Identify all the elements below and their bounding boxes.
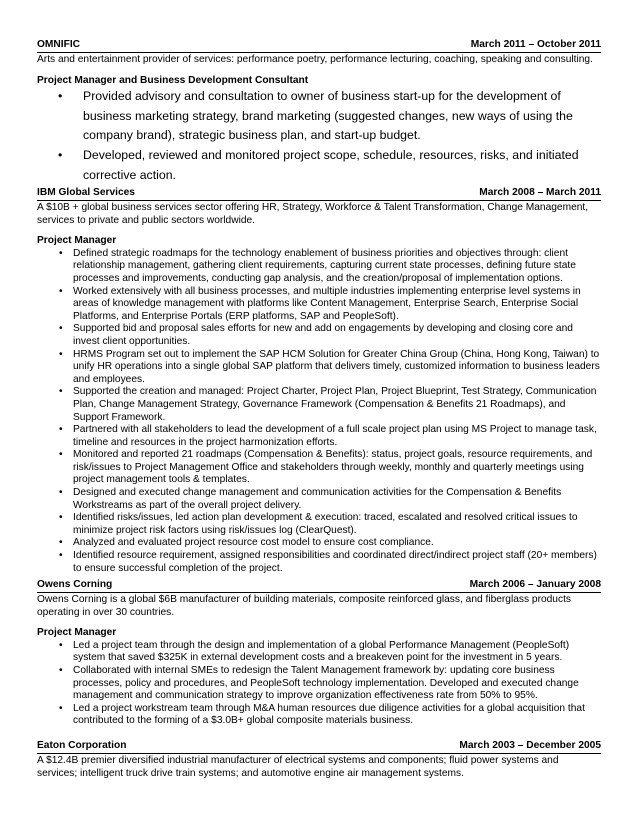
list-item: • Partnered with all stakeholders to lead the development of a full scale project plan using MS Project to manage task, timeline and resources in the project harmonization efforts.: [59, 424, 597, 448]
list-item: • Monitored and reported 21 roadmaps (Compensation & Benefits): status, project goals, resource requirements, and risk/issues to Project Management Office and stakeholders through weekly, monthly and quarterly meetings using project management tools & templates.: [59, 449, 593, 486]
bullet-icon: •: [59, 512, 63, 524]
job-owens-corning: [37, 578, 601, 728]
divider: [37, 52, 601, 53]
job-ibm: [37, 186, 601, 575]
bullet-icon: •: [59, 664, 63, 676]
divider: [37, 200, 601, 201]
company-name: Eaton Corporation: [37, 740, 127, 751]
list-item: • Provided advisory and consultation to owner of business start-up for the development of business marketing strategy, brand marketing (suggested changes, new ways of using the company brand), strategic business plan, and start-up budget.: [58, 89, 573, 143]
bullet-icon: •: [58, 89, 63, 104]
company-description: Owens Corning is a global $6B manufacturer of building materials, composite reinforced glass, and fiberglass products operating in over 30 countries.: [37, 594, 571, 618]
company-description: Arts and entertainment provider of services: performance poetry, performance lecturing, coaching, speaking and consulting.: [37, 54, 593, 65]
list-item: • Led a project workstream team through M&A human resources due diligence activities for a global acquisition that contributed to the forming of a $3.0B+ global composite materials business.: [59, 702, 585, 727]
job-header: [37, 578, 601, 591]
list-item: • Collaborated with internal SMEs to redesign the Talent Management framework by: updating core business processes, policy and procedures, and PeopleSoft technology implementation. Developed and executed change management and communication strategy to improve organization effectiveness rate from 50% to 95%.: [59, 664, 579, 702]
bullet-icon: •: [59, 247, 63, 259]
job-dates: March 2008 – March 2011: [479, 187, 601, 198]
list-item: • Identified resource requirement, assigned responsibilities and coordinated direct/indirect project staff (20+ members) to ensure successful completion of the project.: [59, 550, 597, 574]
bullet-list: [37, 640, 601, 728]
company-name: OMNIFIC: [37, 39, 81, 50]
job-header: [37, 739, 601, 752]
company-description: A $12.4B premier diversified industrial manufacturer of electrical systems and components; fluid power systems and services; intelligent truck drive train systems; and automotive engine air management systems.: [37, 755, 559, 779]
bullet-icon: •: [59, 702, 63, 714]
bullet-icon: •: [59, 348, 63, 360]
list-item: • Defined strategic roadmaps for the technology enablement of business priorities and objectives through: client relationship management, gathering client requirements, capturing current state processes, defining future state processes and improvements, conducting gap analysis, and the creation/proposal of implementation options.: [59, 247, 576, 284]
list-item: • Supported the creation and managed: Project Charter, Project Plan, Project Blueprint, Test Strategy, Communication Plan, Change Management Strategy, Governance Framework (Compensation & Benefits 21 Roadmaps), and Support Framework.: [59, 386, 597, 423]
list-item: • Designed and executed change management and communication activities for the Compensation & Benefits Workstreams as part of the overall project delivery.: [59, 487, 562, 511]
bullet-list: [37, 87, 601, 185]
job-header: [37, 186, 601, 199]
divider: [37, 592, 601, 593]
bullet-icon: •: [59, 639, 63, 651]
divider: [37, 753, 601, 754]
list-item: • Worked extensively with all business processes, and multiple industries implementing enterprise level systems in areas of knowledge management with platforms like Content Management, Enterprise Search, Enterprise Social Platforms, and Enterprise Portals (ERP platforms, SAP and PeopleSoft).: [59, 285, 581, 322]
bullet-icon: •: [59, 537, 63, 549]
bullet-list: [37, 248, 601, 575]
job-omnific: [37, 38, 601, 185]
bullet-icon: •: [59, 285, 63, 297]
company-name: Owens Corning: [37, 579, 113, 590]
job-title: Project Manager: [37, 627, 117, 639]
job-dates: March 2006 – January 2008: [469, 579, 601, 590]
job-header: [37, 38, 601, 51]
bullet-icon: •: [59, 487, 63, 499]
company-name: IBM Global Services: [37, 187, 135, 198]
list-item: • Identified risks/issues, led action plan development & execution: traced, escalated and resolved critical issues to minimize project risk factors using risk/issues log (ClearQuest).: [59, 512, 578, 536]
list-item: • Led a project team through the design and implementation of a global Performance Management (PeopleSoft) system that saved $325K in external development costs and a breakeven point for the investment in 5 years.: [59, 639, 570, 664]
bullet-icon: •: [59, 449, 63, 461]
bullet-icon: •: [59, 550, 63, 562]
list-item: • Developed, reviewed and monitored project scope, schedule, resources, risks, and initiated corrective action.: [58, 147, 579, 182]
company-description: A $10B + global business services sector offering HR, Strategy, Workforce & Talent Transformation, Change Management, services to private and public sectors worldwide.: [37, 202, 589, 226]
job-title: Project Manager and Business Development Consultant: [37, 74, 309, 86]
job-eaton: [37, 739, 601, 780]
bullet-icon: •: [59, 424, 63, 436]
job-dates: March 2003 – December 2005: [459, 740, 601, 751]
bullet-icon: •: [58, 147, 63, 162]
bullet-icon: •: [59, 386, 63, 398]
job-title: Project Manager: [37, 235, 117, 247]
list-item: • Analyzed and evaluated project resource cost model to ensure cost compliance.: [59, 537, 434, 549]
bullet-icon: •: [59, 323, 63, 335]
list-item: • Supported bid and proposal sales efforts for new and add on engagements by developing and closing core and invest client opportunities.: [59, 323, 573, 347]
job-dates: March 2011 – October 2011: [470, 39, 601, 50]
list-item: • HRMS Program set out to implement the SAP HCM Solution for Greater China Group (China, Hong Kong, Taiwan) to unify HR operations into a single global SAP platform that delivers timely, customized information to business leaders and employees.: [59, 348, 600, 385]
